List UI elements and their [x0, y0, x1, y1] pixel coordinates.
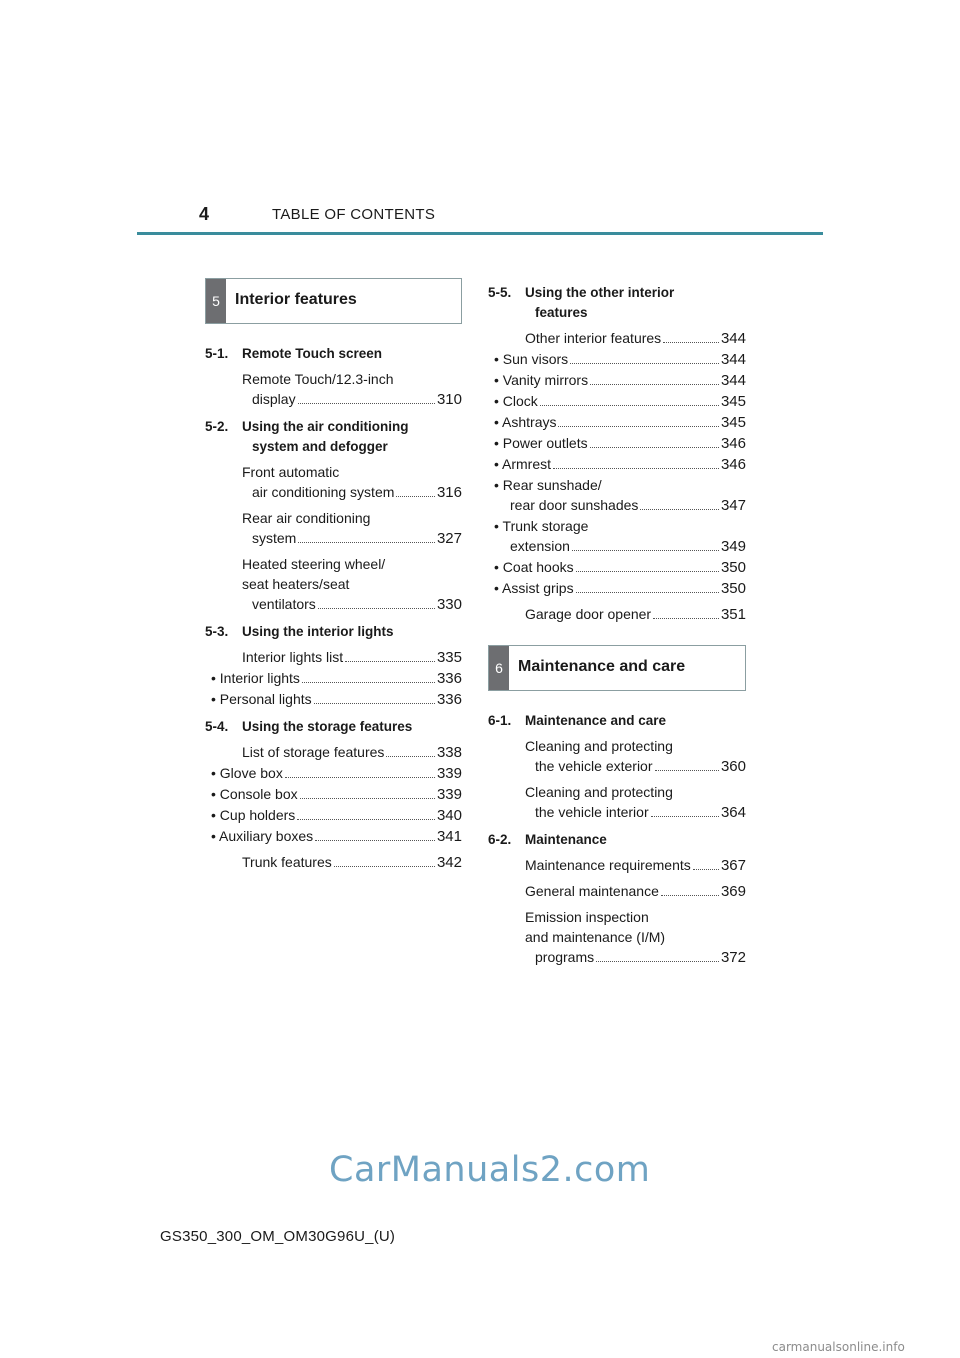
toc-entry[interactable] [205, 826, 462, 847]
toc-entry-leader-row [494, 454, 746, 475]
dot-leader [302, 682, 435, 683]
toc-entry[interactable] [205, 742, 462, 763]
toc-entry-text: • Armrest [494, 456, 552, 472]
dot-leader [298, 403, 435, 404]
page-ref[interactable]: 372 [720, 949, 746, 966]
toc-entry-text: system [252, 530, 297, 546]
page-ref[interactable]: 350 [720, 559, 746, 576]
toc-entry-text: display [252, 391, 296, 407]
toc-column-right [488, 276, 746, 968]
subsection-heading [205, 622, 462, 642]
page-ref[interactable]: 350 [720, 580, 746, 597]
page-ref[interactable]: 367 [720, 857, 746, 874]
toc-entry-text: • Assist grips [494, 580, 574, 596]
toc-entry[interactable] [488, 454, 746, 475]
toc-entry[interactable] [488, 855, 746, 876]
dot-leader [693, 869, 719, 870]
toc-entry-text: List of storage features [242, 744, 385, 760]
page-ref[interactable]: 336 [436, 670, 462, 687]
dot-leader [590, 384, 719, 385]
subsection-code: 5-3. [205, 624, 229, 639]
toc-entry-text: programs [535, 949, 595, 965]
toc-entry[interactable] [205, 805, 462, 826]
toc-entry-text: • Ashtrays [494, 414, 557, 430]
page-title: TABLE OF CONTENTS [272, 206, 436, 223]
toc-entry-leader-row [242, 528, 462, 549]
subsection-title: features [535, 305, 588, 320]
toc-entry-leader-row [211, 784, 462, 805]
dot-leader [315, 840, 435, 841]
dot-leader [285, 777, 435, 778]
subsection-heading [205, 717, 462, 737]
toc-entry-text: Other interior features [525, 330, 662, 346]
toc-entry[interactable] [205, 508, 462, 549]
watermark-carmanualsonline: carmanualsonline.info [772, 1340, 905, 1354]
page-ref[interactable]: 344 [720, 372, 746, 389]
toc-entry-text: Cleaning and protecting [525, 738, 673, 754]
toc-entry-text: Heated steering wheel/ [242, 556, 386, 572]
toc-entry-leader-row [211, 805, 462, 826]
toc-entry-leader-row [525, 802, 746, 823]
page-ref[interactable]: 338 [436, 744, 462, 761]
subsection-heading [488, 830, 746, 850]
toc-entry-leader-row [494, 391, 746, 412]
subsection-code: 5-5. [488, 285, 512, 300]
dot-leader [553, 468, 719, 469]
toc-entry-leader-row [494, 433, 746, 454]
toc-entry[interactable] [205, 554, 462, 615]
subsection-code: 6-2. [488, 832, 512, 847]
dot-leader [570, 363, 719, 364]
dot-leader [572, 550, 719, 551]
toc-entry[interactable] [488, 391, 746, 412]
page-ref[interactable]: 346 [720, 456, 746, 473]
page-ref[interactable]: 327 [436, 530, 462, 547]
toc-entry-leader-row [494, 557, 746, 578]
toc-entry-text: • Coat hooks [494, 559, 574, 575]
toc-entry-text: • Power outlets [494, 435, 588, 451]
toc-entry-text: • Sun visors [494, 351, 569, 367]
page-ref[interactable]: 345 [720, 414, 746, 431]
dot-leader [558, 426, 718, 427]
toc-entry-leader-row [494, 536, 746, 557]
page-ref[interactable]: 369 [720, 883, 746, 900]
page-ref[interactable]: 346 [720, 435, 746, 452]
dot-leader [576, 592, 719, 593]
toc-entry-text: Interior lights list [242, 649, 344, 665]
dot-leader [345, 661, 435, 662]
dot-leader [596, 961, 719, 962]
toc-entry-leader-row [242, 852, 462, 873]
toc-entry-leader-row [525, 881, 746, 902]
dot-leader [396, 496, 435, 497]
toc-entry-leader-row [242, 389, 462, 410]
toc-entry-leader-row [525, 855, 746, 876]
toc-entry-text: extension [510, 538, 570, 554]
toc-entry[interactable] [488, 604, 746, 625]
toc-entry-leader-row [242, 742, 462, 763]
page-ref[interactable]: 330 [436, 596, 462, 613]
subsection-title: Remote Touch screen [242, 346, 383, 361]
dot-leader [655, 770, 719, 771]
toc-entry[interactable] [205, 689, 462, 710]
toc-entry-text: Front automatic [242, 464, 340, 480]
section-title: Interior features [235, 291, 357, 308]
subsection-heading [488, 711, 746, 731]
page-ref[interactable]: 339 [436, 765, 462, 782]
toc-entry[interactable] [488, 475, 746, 516]
page-ref[interactable]: 360 [720, 758, 746, 775]
section-spacer [488, 625, 746, 645]
toc-entry-leader-row [242, 594, 462, 615]
toc-entry[interactable] [488, 349, 746, 370]
section-number-tab: 5 [206, 279, 226, 323]
page-ref[interactable]: 364 [720, 804, 746, 821]
toc-entry-leader-row [494, 495, 746, 516]
page-ref[interactable]: 344 [720, 330, 746, 347]
toc-entry-text: • Cup holders [211, 807, 296, 823]
toc-entry[interactable] [205, 462, 462, 503]
toc-column-left [205, 278, 462, 873]
dot-leader [653, 618, 719, 619]
toc-entry-leader-row [525, 947, 746, 968]
subsection-heading [205, 417, 462, 457]
dot-leader [314, 703, 435, 704]
toc-entry-text: • Personal lights [211, 691, 312, 707]
section-title: Maintenance and care [518, 658, 686, 675]
toc-entry-leader-row [525, 604, 746, 625]
toc-entry[interactable] [488, 736, 746, 777]
toc-entry-text: Maintenance requirements [525, 857, 691, 873]
subsection-code: 5-2. [205, 419, 229, 434]
toc-entry-text: air conditioning system [252, 484, 395, 500]
toc-entry-text: the vehicle interior [535, 804, 649, 820]
toc-entry-text: Garage door opener [525, 606, 652, 622]
subsection-code: 6-1. [488, 713, 512, 728]
toc-entry-text: Emission inspection [525, 909, 649, 925]
subsection-title: Maintenance [525, 832, 607, 847]
dot-leader [298, 542, 435, 543]
page-ref[interactable]: 344 [720, 351, 746, 368]
toc-entry[interactable] [488, 516, 746, 557]
page-ref[interactable]: 316 [436, 484, 462, 501]
toc-entry-leader-row [242, 647, 462, 668]
toc-entry[interactable] [488, 578, 746, 599]
toc-entry-text: rear door sunshades [510, 497, 639, 513]
toc-entry-text: • Vanity mirrors [494, 372, 589, 388]
toc-entry-text: • Auxiliary boxes [211, 828, 314, 844]
toc-entry[interactable] [205, 852, 462, 873]
toc-entry-text: • Clock [494, 393, 538, 409]
toc-entry-leader-row [525, 328, 746, 349]
toc-entry[interactable] [488, 907, 746, 968]
page-ref[interactable]: 310 [436, 391, 462, 408]
dot-leader [590, 447, 719, 448]
page-ref[interactable]: 341 [436, 828, 462, 845]
dot-leader [318, 608, 435, 609]
dot-leader [300, 798, 435, 799]
toc-entry-leader-row [211, 826, 462, 847]
document-code: GS350_300_OM_OM30G96U_(U) [160, 1228, 396, 1245]
dot-leader [663, 342, 719, 343]
toc-entry-leader-row [525, 756, 746, 777]
toc-entry[interactable] [205, 647, 462, 668]
dot-leader [334, 866, 435, 867]
toc-entry[interactable] [205, 784, 462, 805]
toc-entry-text: • Trunk storage [494, 518, 589, 534]
subsection-title: Maintenance and care [525, 713, 667, 728]
subsection-title: Using the storage features [242, 719, 413, 734]
toc-entry-text: Trunk features [242, 854, 332, 870]
toc-entry-text: • Glove box [211, 765, 283, 781]
toc-entry-leader-row [494, 412, 746, 433]
toc-entry-text: Rear air conditioning [242, 510, 371, 526]
subsection-title: Using the air conditioning [242, 419, 409, 434]
subsection-title: Using the interior lights [242, 624, 394, 639]
page-number: 4 [199, 204, 210, 224]
toc-entry-text: • Rear sunshade/ [494, 477, 602, 493]
toc-entry[interactable] [205, 668, 462, 689]
subsection-heading [488, 283, 746, 323]
toc-entry-text: • Interior lights [211, 670, 300, 686]
toc-entry-text: ventilators [252, 596, 316, 612]
toc-entry-text: General maintenance [525, 883, 659, 899]
page-ref[interactable]: 342 [436, 854, 462, 871]
toc-entry-leader-row [242, 482, 462, 503]
toc-entry[interactable] [488, 328, 746, 349]
toc-entry-text: the vehicle exterior [535, 758, 653, 774]
page-ref[interactable]: 340 [436, 807, 462, 824]
watermark-carmanuals2: CarManuals2.com [329, 1150, 651, 1190]
dot-leader [297, 819, 435, 820]
toc-entry-leader-row [211, 668, 462, 689]
section-header [488, 645, 746, 691]
toc-entry-text: and maintenance (I/M) [525, 929, 666, 945]
page-ref[interactable]: 345 [720, 393, 746, 410]
toc-entry[interactable] [488, 412, 746, 433]
subsection-title: Using the other interior [525, 285, 675, 300]
section-number-tab: 6 [489, 646, 509, 690]
header-rule [137, 232, 823, 235]
dot-leader [651, 816, 719, 817]
toc-entry[interactable] [205, 763, 462, 784]
page-ref[interactable]: 347 [720, 497, 746, 514]
toc-entry-text: seat heaters/seat [242, 576, 350, 592]
subsection-code: 5-4. [205, 719, 229, 734]
toc-entry[interactable] [488, 782, 746, 823]
toc-entry[interactable] [488, 557, 746, 578]
dot-leader [576, 571, 719, 572]
page-ref[interactable]: 351 [720, 606, 746, 623]
subsection-code: 5-1. [205, 346, 229, 361]
toc-entry-leader-row [211, 689, 462, 710]
toc-entry-leader-row [494, 370, 746, 391]
toc-entry[interactable] [488, 881, 746, 902]
page-ref[interactable]: 335 [436, 649, 462, 666]
toc-entry-text: • Console box [211, 786, 298, 802]
subsection-title: system and defogger [252, 439, 388, 454]
toc-entry[interactable] [205, 369, 462, 410]
toc-entry-text: Remote Touch/12.3-inch [242, 371, 394, 387]
toc-entry-leader-row [494, 578, 746, 599]
subsection-heading [205, 344, 462, 364]
toc-entry-text: Cleaning and protecting [525, 784, 673, 800]
page-ref[interactable]: 349 [720, 538, 746, 555]
dot-leader [640, 509, 719, 510]
toc-entry-leader-row [494, 349, 746, 370]
section-header [205, 278, 462, 324]
dot-leader [386, 756, 435, 757]
page-ref[interactable]: 339 [436, 786, 462, 803]
page-ref[interactable]: 336 [436, 691, 462, 708]
dot-leader [540, 405, 719, 406]
dot-leader [661, 895, 719, 896]
toc-entry[interactable] [488, 433, 746, 454]
toc-entry[interactable] [488, 370, 746, 391]
page-header [137, 204, 823, 234]
toc-entry-leader-row [211, 763, 462, 784]
